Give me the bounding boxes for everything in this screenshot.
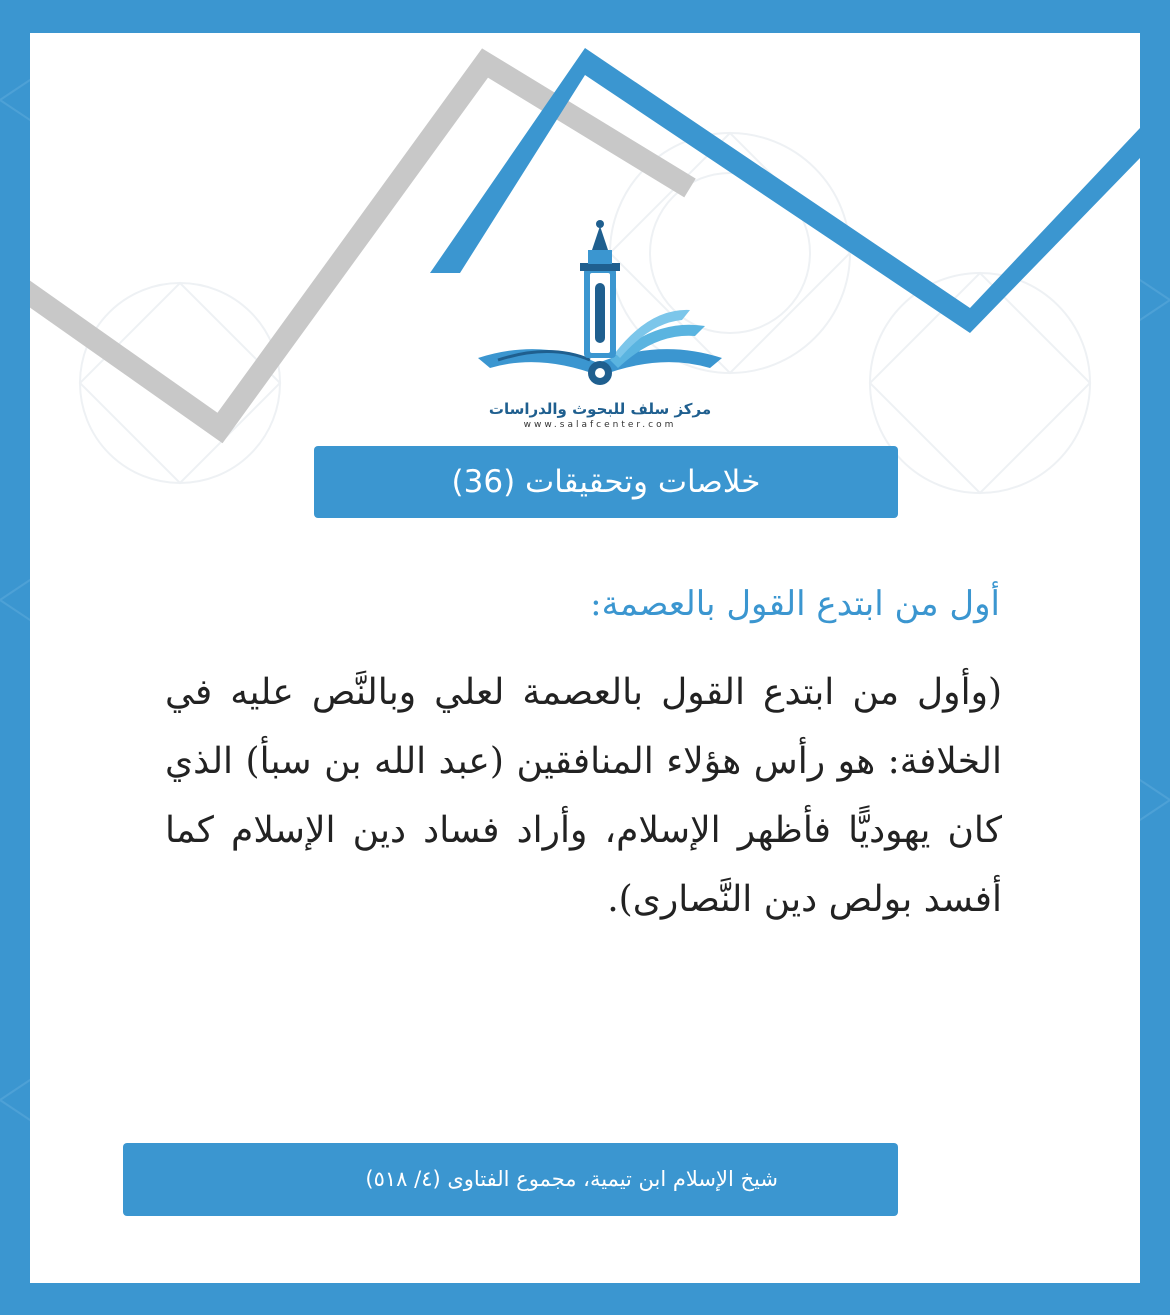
logo-name: مركز سلف للبحوث والدراسات bbox=[488, 400, 712, 418]
logo bbox=[470, 208, 730, 438]
subtitle: أول من ابتدع القول بالعصمة: bbox=[590, 584, 1000, 624]
minaret-book-logo-icon bbox=[470, 208, 730, 403]
quote-text: (وأول من ابتدع القول بالعصمة لعلي وبالنَّص عليه في الخلافة: هو رأس هؤلاء المنافقين (عبد الله بن سبأ) الذي كان يهوديًّا فأظهر الإسلام، وأراد فساد دين الإسلام كما أفسد بولص دين النَّصارى). bbox=[165, 672, 1002, 920]
title-banner: خلاصات وتحقيقات (36) bbox=[314, 446, 898, 518]
logo-url: www.salafcenter.com bbox=[523, 420, 677, 430]
source-banner: شيخ الإسلام ابن تيمية، مجموع الفتاوى (٤/ ٥١٨) bbox=[123, 1143, 898, 1216]
